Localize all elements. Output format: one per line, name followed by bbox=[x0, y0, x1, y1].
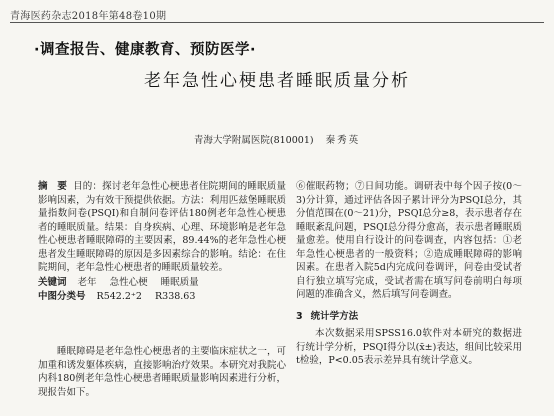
intro-paragraph bbox=[38, 345, 286, 399]
abstract bbox=[38, 180, 286, 275]
stats-paragraph: 本次数据采用SPSS16.0软件对本研究的数据进行统计学分析，PSQI得分以(x̄±)表达，组间比较采用t检验，P<0.05表示差异具有统计学意义。 bbox=[296, 328, 522, 366]
keyword: 急性心梗 bbox=[109, 276, 148, 288]
classification-label: 中图分类号 bbox=[38, 291, 86, 302]
methods-paragraph: ⑥催眠药物；⑦日间功能。调研表中每个因子按(0～3)分计算，通过评估各因子累计评分为PSQI总分，其分值范围在(0～21)分，PSQI总分≥8，表示患者存在睡眠紊乱问题，PSQI总分得分愈高，表示患者睡眠质量愈差。使用自行设计的问卷调查，内容包括：①老年急性心梗患者的一般资料；②造成睡眠障碍的影响因素。在患者入院5d内完成问卷调评，问卷由受试者自行独立填写完成，受试者需在填写问卷前明白每项问题的准确含义，然后填写问卷调查。 bbox=[296, 181, 522, 300]
classification-code: R338.63 bbox=[155, 291, 196, 302]
abstract-block bbox=[38, 180, 286, 304]
section-label: ·调查报告、健康教育、预防医学· bbox=[34, 42, 257, 58]
author: 秦秀英 bbox=[325, 135, 361, 146]
affiliation: 青海大学附属医院(810001) bbox=[193, 135, 314, 146]
classification-line bbox=[38, 290, 286, 304]
intro-text: 睡眠障碍是老年急性心梗患者的主要临床症状之一，可加重和诱发躯体疾病，直接影响治疗效果。本研究对我院心内科180例老年急性心梗患者睡眠质量影响因素进行分析，现报告如下。 bbox=[38, 346, 286, 398]
keyword: 睡眠质量 bbox=[160, 276, 199, 288]
article-title: 老年急性心梗患者睡眠质量分析 bbox=[144, 71, 410, 91]
section-number: 3 bbox=[296, 310, 303, 322]
abstract-label: 摘 要 bbox=[38, 181, 68, 192]
abstract-text: 目的：探讨老年急性心梗患者住院期间的睡眠质量影响因素，为有效干预提供依据。方法：利用匹兹堡睡眠质量指数问卷(PSQI)和自制问卷评估180例老年急性心梗患者的睡眠质量。结果：自身疾病、心理、环境影响是老年急性心梗患者睡眠障碍的主要因素，89.44%的老年急性心梗患者发生睡眠障碍的原因是多因素综合的影响。结论：在住院期间，老年急性心梗患者的睡眠质量较差。 bbox=[38, 181, 286, 273]
affiliation-line bbox=[0, 132, 554, 146]
keyword: 老年 bbox=[77, 276, 97, 288]
header-rule bbox=[10, 22, 544, 23]
keywords-label: 关键词 bbox=[38, 276, 67, 288]
classification-code: R542.2⁺2 bbox=[96, 291, 142, 302]
keywords-line bbox=[38, 276, 286, 290]
section-heading bbox=[296, 310, 522, 324]
section-title: 统计学方法 bbox=[310, 310, 359, 322]
running-head: 青海医药杂志2018年第48卷10期 bbox=[10, 11, 167, 22]
right-column bbox=[296, 180, 522, 368]
